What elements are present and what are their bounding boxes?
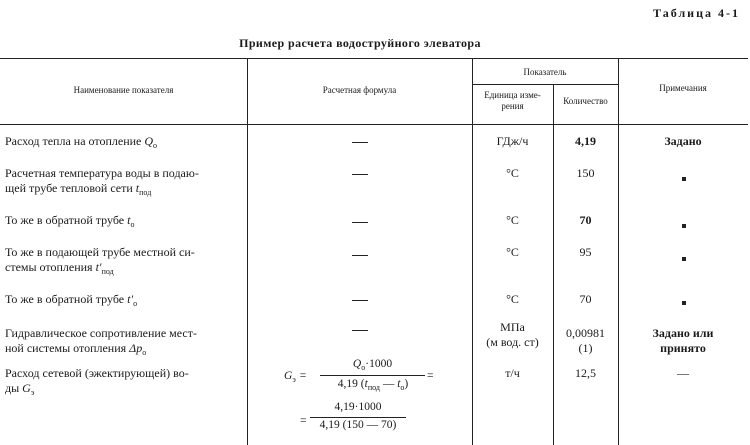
row-7-unit: т/ч <box>505 366 520 380</box>
row-3-value: 70 <box>579 213 592 227</box>
row-2-note-marker <box>682 177 686 181</box>
row-2-value: 150 <box>576 166 595 180</box>
header-bottom-rule <box>0 124 748 125</box>
row-1-note: Задано <box>664 134 702 148</box>
header-indicator: Показатель <box>523 67 567 77</box>
row-2-formula-dash <box>352 174 368 175</box>
row-3-unit: °С <box>506 213 519 227</box>
header-quantity: Количество <box>563 96 608 106</box>
row-5-note-marker <box>682 301 686 305</box>
formula-numerator-1: $Q_о\cdot 1000$ <box>352 358 393 372</box>
formula-denominator-2: 4,19 (150 — 70) <box>319 419 397 431</box>
row-1-formula-dash <box>352 142 368 143</box>
table-top-rule <box>0 58 748 59</box>
row-6-value: 0,00981 (1) <box>566 326 605 355</box>
row-4-value: 95 <box>579 245 592 259</box>
row-7-value: 12,5 <box>575 366 596 380</box>
formula-equals-3: = <box>300 415 307 427</box>
row-2-unit: °С <box>506 166 519 180</box>
row-6-note: Задано или принято <box>652 326 714 355</box>
row-7-name: Расход сетевой (эжектирующей) во- ды $G_э$ <box>5 366 189 397</box>
formula-denominator-1: 4,19 ($t_{под}$ — $t_о$) <box>337 378 409 392</box>
row-6-name: Гидравлическое сопротивление мест- ной системы отопления $\Delta p_о$ <box>5 326 197 357</box>
formula-lhs: $G_э$ = <box>284 370 307 384</box>
row-1-value: 4,19 <box>575 134 596 148</box>
formula-fraction-bar-2 <box>310 417 406 418</box>
row-6-formula-dash <box>352 330 368 331</box>
row-2-name: Расчетная температура воды в подаю- щей трубе тепловой сети $t_{под}$ <box>5 166 199 197</box>
row-5-unit: °С <box>506 292 519 306</box>
row-5-name: То же в обратной трубе $t'_о$ <box>5 292 138 308</box>
formula-numerator-2: 4,19·1000 <box>334 401 382 413</box>
header-unit <box>472 90 553 112</box>
row-3-formula-dash <box>352 222 368 223</box>
row-1-name: Расход тепла на отопление $Q_о$ <box>5 134 158 150</box>
row-4-formula-dash <box>352 255 368 256</box>
row-6-unit: МПа (м вод. ст) <box>486 320 539 349</box>
row-4-unit: °С <box>506 245 519 259</box>
formula-fraction-bar-1 <box>320 375 425 376</box>
row-7-note: — <box>677 366 689 380</box>
row-3-note-marker <box>682 224 686 228</box>
col-divider-1 <box>247 58 248 445</box>
row-1-unit: ГДж/ч <box>496 134 529 148</box>
header-notes: Примечания <box>659 83 707 93</box>
table-number: Таблица 4-1 <box>653 6 740 20</box>
header-unit-line1: Единица изме- <box>484 90 541 100</box>
table-title: Пример расчета водоструйного элеватора <box>239 36 481 50</box>
row-4-name: То же в подающей трубе местной си- стемы отопления $t'_{под}$ <box>5 245 195 276</box>
row-5-formula-dash <box>352 300 368 301</box>
col-divider-4 <box>618 58 619 445</box>
row-3-name: То же в обратной трубе $t_о$ <box>5 213 135 229</box>
formula-equals-2: = <box>427 370 434 382</box>
header-unit-line2: рения <box>501 101 524 111</box>
indicator-rule <box>472 84 618 85</box>
row-4-note-marker <box>682 257 686 261</box>
row-5-value: 70 <box>579 292 592 306</box>
header-formula: Расчетная формула <box>322 85 397 95</box>
header-name: Наименование показателя <box>73 85 174 95</box>
